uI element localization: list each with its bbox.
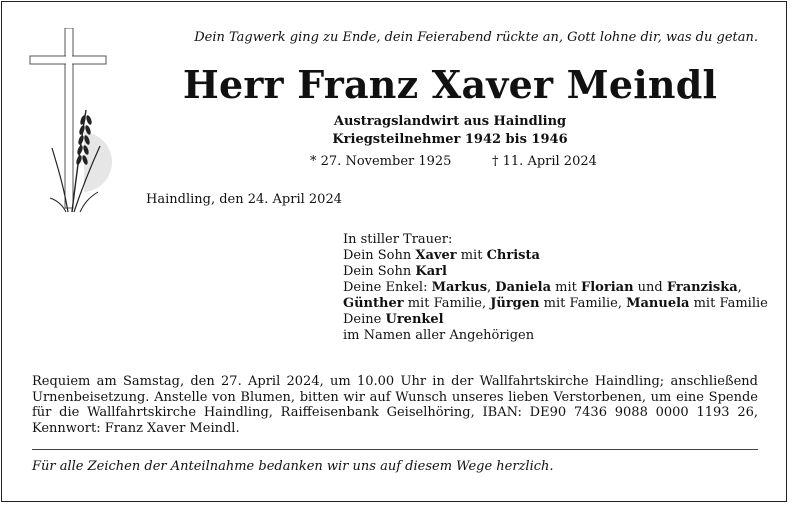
mourner-grandchildren-2: Günther mit Familie, Jürgen mit Familie, Manuela mit Familie bbox=[343, 296, 768, 311]
mourner-son-1: Dein Sohn Xaver mit Christa bbox=[343, 248, 540, 263]
death-date: † 11. April 2024 bbox=[492, 154, 597, 169]
birth-date: * 27. November 1925 bbox=[310, 154, 452, 169]
thanks-line: Für alle Zeichen der Anteilnahme bedanken wir uns auf diesem Wege herzlich. bbox=[32, 459, 554, 474]
occupation-line: Austragslandwirt aus Haindling bbox=[333, 114, 567, 129]
mourner-son-2: Dein Sohn Karl bbox=[343, 264, 447, 279]
war-service-line: Kriegsteilnehmer 1942 bis 1946 bbox=[332, 132, 568, 147]
divider bbox=[32, 449, 758, 450]
requiem-paragraph: Requiem am Samstag, den 27. April 2024, um 10.00 Uhr in der Wallfahrtskirche Haindling; anschließend Urnenbeisetzung. Anstelle von Blumen, bitten wir auf Wunsch unseres lieben Verstorbenen, um eine Spende für die Wallfahrtskirche Haindling, Raiffeisenbank Geiselhöring, IBAN: DE90 7436 9088 0000 1193 26, Kennwort: Franz Xaver Meindl. bbox=[32, 374, 758, 436]
place-date: Haindling, den 24. April 2024 bbox=[146, 192, 342, 207]
mourner-great-grandchildren: Deine Urenkel bbox=[343, 312, 444, 327]
motto: Dein Tagwerk ging zu Ende, dein Feierabend rückte an, Gott lohne dir, was du getan. bbox=[194, 30, 758, 45]
mourners-block bbox=[343, 232, 768, 344]
cross-with-wheat-icon bbox=[28, 28, 118, 218]
deceased-name: Herr Franz Xaver Meindl bbox=[182, 62, 718, 107]
mourner-grandchildren-1: Deine Enkel: Markus, Daniela mit Florian und Franziska, bbox=[343, 280, 742, 295]
mourner-relatives: im Namen aller Angehörigen bbox=[343, 328, 535, 343]
mourners-heading: In stiller Trauer: bbox=[343, 232, 453, 247]
